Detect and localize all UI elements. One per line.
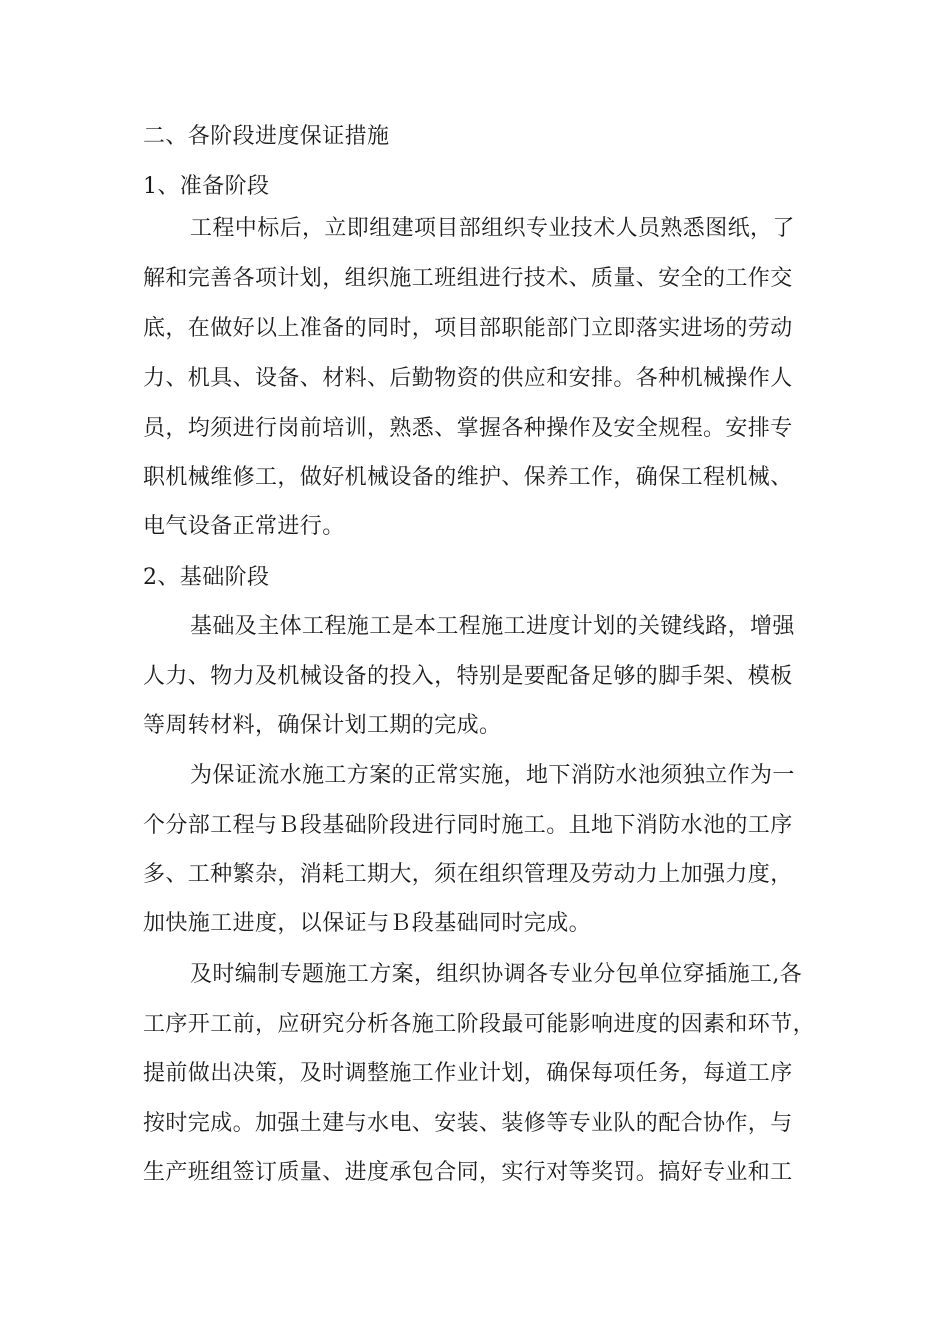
- paragraph-line: 力、机具、设备、材料、后勤物资的供应和安排。各种机械操作人: [143, 366, 793, 391]
- paragraph-line: 底，在做好以上准备的同时，项目部职能部门立即落实进场的劳动: [143, 316, 793, 341]
- paragraph-line: 基础及主体工程施工是本工程施工进度计划的关键线路，增强: [190, 614, 795, 639]
- subsection-heading-preparation: 1、准备阶段: [143, 174, 270, 199]
- subsection-heading-foundation: 2、基础阶段: [143, 565, 270, 590]
- section-title: 二、各阶段进度保证措施: [143, 124, 390, 149]
- paragraph-line: 个分部工程与Ｂ段基础阶段进行同时施工。且地下消防水池的工序: [143, 813, 793, 838]
- paragraph-line: 工程中标后，立即组建项目部组织专业技术人员熟悉图纸，了: [190, 216, 795, 241]
- paragraph-line: 电气设备正常进行。: [143, 514, 345, 539]
- paragraph-line: 多、工种繁杂，消耗工期大，须在组织管理及劳动力上加强力度，: [143, 862, 793, 887]
- paragraph-line: 为保证流水施工方案的正常实施，地下消防水池须独立作为一: [190, 763, 795, 788]
- paragraph-line: 人力、物力及机械设备的投入，特别是要配备足够的脚手架、模板: [143, 664, 793, 689]
- paragraph-line: 解和完善各项计划，组织施工班组进行技术、质量、安全的工作交: [143, 266, 793, 291]
- paragraph-line: 职机械维修工，做好机械设备的维护、保养工作，确保工程机械、: [143, 465, 793, 490]
- paragraph-line: 加快施工进度，以保证与Ｂ段基础同时完成。: [143, 911, 592, 936]
- paragraph-line: 按时完成。加强土建与水电、安装、装修等专业队的配合协作，与: [143, 1111, 793, 1136]
- paragraph-line: 提前做出决策，及时调整施工作业计划，确保每项任务，每道工序: [143, 1061, 793, 1086]
- paragraph-line: 生产班组签订质量、进度承包合同，实行对等奖罚。搞好专业和工: [143, 1160, 793, 1185]
- paragraph-line: 工序开工前，应研究分析各施工阶段最可能影响进度的因素和环节，: [143, 1012, 816, 1037]
- paragraph-line: 等周转材料，确保计划工期的完成。: [143, 713, 502, 738]
- paragraph-line: 员，均须进行岗前培训，熟悉、掌握各种操作及安全规程。安排专: [143, 416, 793, 441]
- paragraph-line: 及时编制专题施工方案，组织协调各专业分包单位穿插施工,各: [190, 962, 803, 987]
